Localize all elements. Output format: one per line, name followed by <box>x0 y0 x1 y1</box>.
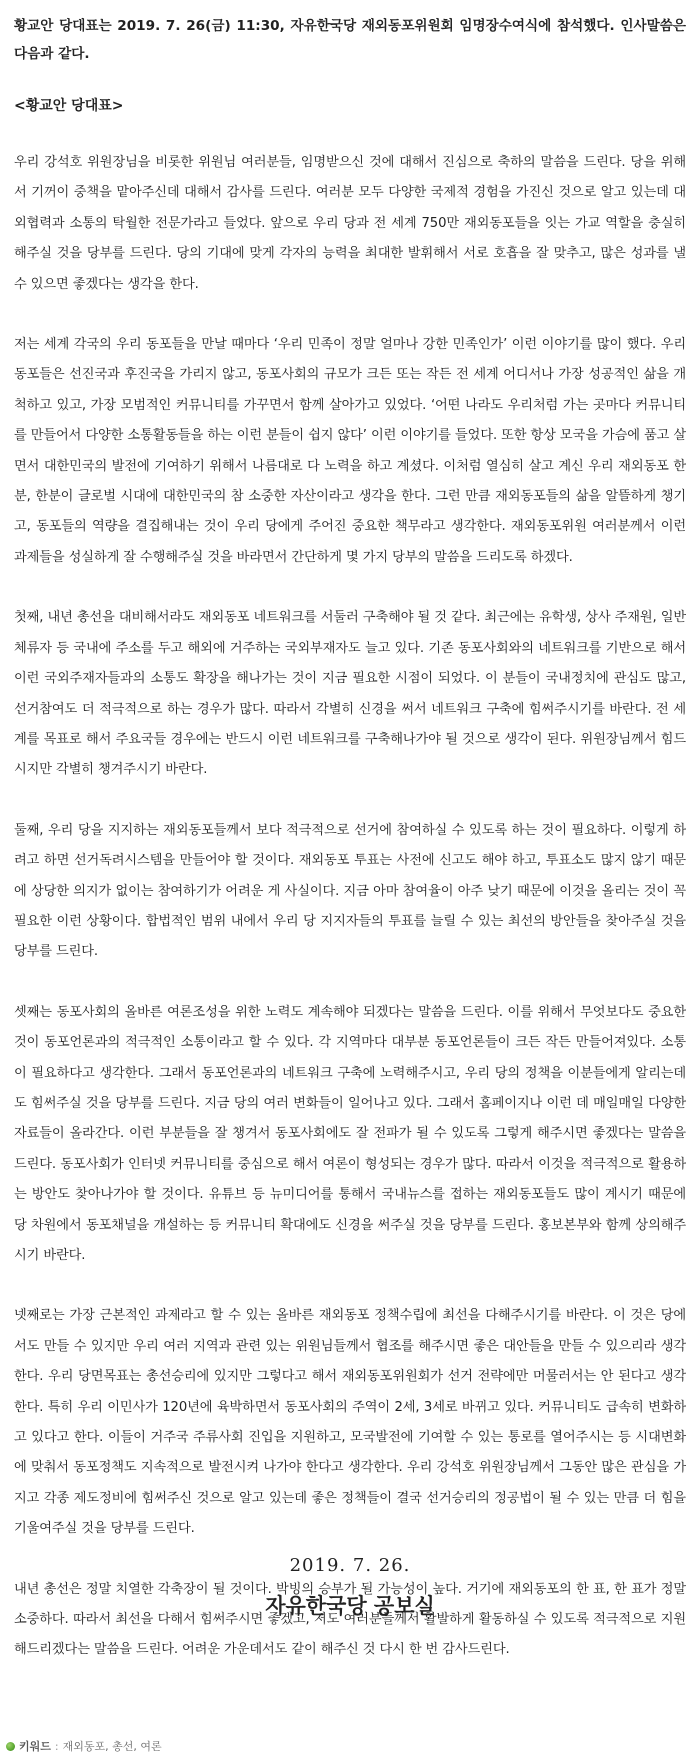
speaker-heading: <황교안 당대표> <box>14 98 124 114</box>
speech-paragraph-6: 넷째로는 가장 근본적인 과제라고 할 수 있는 올바른 재외동포 정책수립에 최선을 다해주시기를 바란다. 이 것은 당에서도 만들 수 있지만 우리 여러 지역과 관련 있는 위원님들께서 협조를 해주시면 좋은 대안들을 만들 수 있으리라 생각한다. 우리 당면목표는 총선승리에 있지만 그렇다고 해서 재외동포위원회가 선거 전략에만 머물러서는 안 된다고 생각한다. 특히 우리 이민사가 120년에 육박하면서 동포사회의 주역이 2세, 3세로 바뀌고 있다. 커뮤니티도 급속히 변화하고 있다고 한다. 이들이 거주국 주류사회 진입을 지원하고, 모국발전에 기여할 수 있는 통로를 열어주시는 등 시대변화에 맞춰서 동포정책도 지속적으로 발전시켜 나가야 한다고 생각한다. 우리 강석호 위원장님께서 그동안 많은 관심을 가지고 각종 제도정비에 힘써주신 것으로 알고 있는데 좋은 정책들이 결국 선거승리의 정공법이 될 수 있는 만큼 더 힘을 기울여주실 것을 당부를 드린다. <box>14 1308 686 1537</box>
speech-paragraph-1: 우리 강석호 위원장님을 비롯한 위원님 여러분들, 임명받으신 것에 대해서 진심으로 축하의 말씀을 드린다. 당을 위해서 기꺼이 중책을 맡아주신데 대해서 감사를 드린다. 여러분 모두 다양한 국제적 경험을 가진신 것으로 알고 있는데 대외협력과 소통의 탁월한 전문가라고 들었다. 앞으로 우리 당과 전 세계 750만 재외동포들을 잇는 가교 역할을 충실히 해주실 것을 당부를 드린다. 당의 기대에 맞게 각자의 능력을 최대한 발휘해서 서로 호흡을 잘 맞추고, 많은 성과를 낼 수 있으면 좋겠다는 생각을 한다. <box>14 155 686 292</box>
intro-paragraph: 황교안 당대표는 2019. 7. 26(금) 11:30, 자유한국당 재외동포위원회 임명장수여식에 참석했다. 인사말씀은 다음과 같다. <box>14 18 686 62</box>
speech-paragraph-5: 셋째는 동포사회의 올바른 여론조성을 위한 노력도 계속해야 되겠다는 말씀을 드린다. 이를 위해서 무엇보다도 중요한 것이 동포언론과의 적극적인 소통이라고 할 수 있다. 각 지역마다 대부분 동포언론들이 크든 작든 만들어져있다. 소통이 필요하다고 생각한다. 그래서 동포언론과의 네트워크 구축에 노력해주시고, 우리 당의 정책을 이분들에게 알리는데도 힘써주실 것을 당부를 드린다. 지금 당의 여러 변화들이 일어나고 있다. 그래서 홈페이지나 이런 데 매일매일 다양한 자료들이 올라간다. 이런 부분들을 잘 챙겨서 동포사회에도 잘 전파가 될 수 있도록 그렇게 해주시면 좋겠다는 말씀을 드린다. 동포사회가 인터넷 커뮤니티를 중심으로 해서 여론이 형성되는 경우가 많다. 따라서 이것을 적극적으로 활용하는 방안도 찾아나가야 할 것이다. 유튜브 등 뉴미디어를 통해서 국내뉴스를 접하는 재외동포들도 많이 계시기 때문에 당 차원에서 동포채널을 개설하는 등 커뮤니티 확대에도 신경을 써주실 것을 당부를 드린다. 홍보본부와 함께 상의해주시기 바란다. <box>14 1004 686 1263</box>
keyword-bullet-icon <box>6 1742 15 1751</box>
keyword-values[interactable]: 재외동포, 총선, 여론 <box>62 1740 162 1753</box>
press-release-body <box>14 12 686 1696</box>
speech-paragraph-7: 내년 총선은 정말 치열한 각축장이 될 것이다. 박빙의 승부가 될 가능성이 높다. 거기에 재외동포의 한 표, 한 표가 정말 소중하다. 따라서 최선을 다해서 힘써주시면 좋겠고, 저도 여러분들께서 활발하게 활동하실 수 있도록 적극적으로 지원해드리겠다는 말씀을 드린다. 어려운 가운데서도 같이 해주신 것 다시 한 번 감사드린다. <box>14 1581 686 1658</box>
speech-paragraph-2: 저는 세계 각국의 우리 동포들을 만날 때마다 ‘우리 민족이 정말 얼마나 강한 민족인가’ 이런 이야기를 많이 했다. 우리 동포들은 선진국과 후진국을 가리지 않고, 동포사회의 규모가 크든 또는 작든 전 세계 어디서나 가장 성공적인 삶을 개척하고 있고, 가장 모범적인 커뮤니티를 가꾸면서 함께 살아가고 있었다. ‘어떤 나라도 우리처럼 가는 곳마다 커뮤니티를 만들어서 다양한 소통활동들을 하는 이런 분들이 쉽지 않다’ 이런 이야기를 들었다. 또한 항상 모국을 가슴에 품고 살면서 대한민국의 발전에 기여하기 위해서 나름대로 다 노력을 하고 계셨다. 이처럼 열심히 살고 계신 우리 재외동포 한분, 한분이 글로벌 시대에 대한민국의 참 소중한 자산이라고 생각을 한다. 그런 만큼 재외동포들의 삶을 알뜰하게 챙기고, 동포들의 역량을 결집해내는 것이 우리 당에게 주어진 중요한 책무라고 생각한다. 재외동포위원 여러분께서 이런 과제들을 성실하게 잘 수행해주실 것을 바라면서 간단하게 몇 가지 당부의 말씀을 드리도록 하겠다. <box>14 337 686 565</box>
keyword-bar <box>6 1738 162 1754</box>
keyword-separator: : <box>54 1739 59 1753</box>
speech-paragraph-3: 첫째, 내년 총선을 대비해서라도 재외동포 네트워크를 서둘러 구축해야 될 것 같다. 최근에는 유학생, 상사 주재원, 일반 체류자 등 국내에 주소를 두고 해외에 거주하는 국외부재자도 늘고 있다. 기존 동포사회와의 네트워크를 기반으로 해서 이런 국외주재자들과의 소통도 확장을 해나가는 것이 지금 필요한 시점이 되었다. 이 분들이 국내정치에 관심도 많고, 선거참여도 더 적극적으로 하는 경우가 많다. 따라서 각별히 신경을 써서 네트워크 구축에 힘써주시기를 바란다. 전 세계를 목표로 해서 주요국들 경우에는 반드시 이런 네트워크를 구축해나가야 될 것으로 생각이 된다. 위원장님께서 힘드시지만 각별히 챙겨주시기 바란다. <box>14 610 686 778</box>
keyword-label: 키워드 <box>19 1740 51 1753</box>
speech-paragraph-4: 둘째, 우리 당을 지지하는 재외동포들께서 보다 적극적으로 선거에 참여하실 수 있도록 하는 것이 필요하다. 이렇게 하려고 하면 선거독려시스템을 만들어야 할 것이다. 재외동포 투표는 사전에 신고도 해야 하고, 투표소도 많지 않기 때문에 상당한 의지가 없이는 참여하기가 어려운 게 사실이다. 지금 아마 참여율이 아주 낮기 때문에 이것을 올리는 것이 꼭 필요한 이런 상황이다. 합법적인 범위 내에서 우리 당 지지자들의 투표를 늘릴 수 있는 최선의 방안들을 찾아주실 것을 당부를 드린다. <box>14 822 686 960</box>
release-date: 2019. 7. 26. <box>289 1555 411 1576</box>
issuing-office: 자유한국당 공보실 <box>265 1594 435 1618</box>
